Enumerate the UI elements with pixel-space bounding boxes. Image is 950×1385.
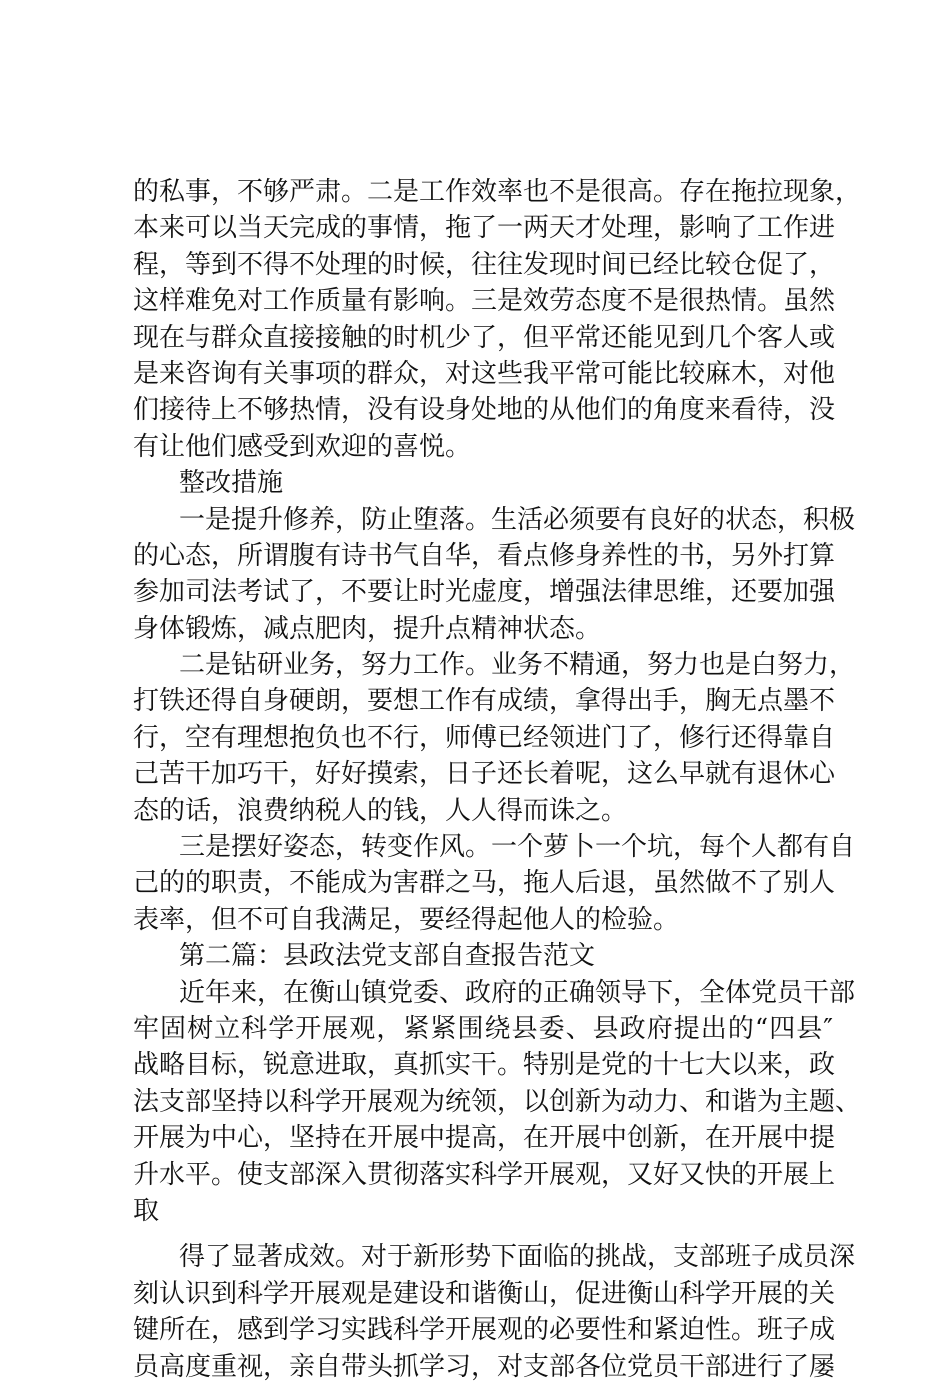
text-line: 刻认识到科学开展观是建设和谐衡山，促进衡山科学开展的关 <box>133 1278 836 1309</box>
text-line: 参加司法考试了，不要让时光虚度，增强法律思维，还要加强 <box>133 577 836 608</box>
text-line: 一是提升修养，防止堕落。生活必须要有良好的状态，积极 <box>179 504 856 535</box>
text-line: 身体锻炼，减点肥肉，提升点精神状态。 <box>133 613 602 644</box>
text-line: 取 <box>133 1195 160 1226</box>
text-line: 是来咨询有关事项的群众，对这些我平常可能比较麻木，对他 <box>133 358 836 389</box>
text-line: 升水平。使支部深入贯彻落实科学开展观，又好又快的开展上 <box>133 1159 836 1190</box>
text-line: 本来可以当天完成的事情，拖了一两天才处理，影响了工作进 <box>133 213 836 244</box>
text-line: 法支部坚持以科学开展观为统领，以创新为动力、和谐为主题、 <box>133 1086 862 1117</box>
text-line: 二是钻研业务，努力工作。业务不精通，努力也是白努力， <box>179 650 856 681</box>
text-line: 这样难免对工作质量有影响。三是效劳态度不是很热情。虽然 <box>133 286 836 317</box>
text-line: 开展为中心，坚持在开展中提高，在开展中创新，在开展中提 <box>133 1123 836 1154</box>
text-line: 表率，但不可自我满足，要经得起他人的检验。 <box>133 904 680 935</box>
paragraph-gap <box>133 1229 833 1239</box>
text-line: 员高度重视，亲自带头抓学习，对支部各位党员干部进行了屡 <box>133 1351 836 1382</box>
text-line: 键所在，感到学习实践科学开展观的必要性和紧迫性。班子成 <box>133 1315 836 1346</box>
text-line: 的心态，所谓腹有诗书气自华，看点修身养性的书，另外打算 <box>133 540 836 571</box>
text-line: 己苦干加巧干，好好摸索，日子还长着呢，这么早就有退休心 <box>133 759 836 790</box>
text-line: 态的话，浪费纳税人的钱，人人得而诛之。 <box>133 795 628 826</box>
text-line: 三是摆好姿态，转变作风。一个萝卜一个坑，每个人都有自 <box>179 832 856 863</box>
text-line: 近年来，在衡山镇党委、政府的正确领导下，全体党员干部 <box>179 977 856 1008</box>
text-line: 打铁还得自身硬朗，要想工作有成绩，拿得出手，胸无点墨不 <box>133 686 836 717</box>
text-line: 的私事，不够严肃。二是工作效率也不是很高。存在拖拉现象， <box>133 177 862 207</box>
text-line: 牢固树立科学开展观，紧紧围绕县委、县政府提出的“四县″ <box>133 1013 833 1044</box>
text-line: 们接待上不够热情，没有设身处地的从他们的角度来看待，没 <box>133 395 836 426</box>
text-line: 行，空有理想抱负也不行，师傅已经领进门了，修行还得靠自 <box>133 722 836 753</box>
text-line: 现在与群众直接接触的时机少了，但平常还能见到几个客人或 <box>133 322 836 353</box>
text-line: 得了显著成效。对于新形势下面临的挑战，支部班子成员深 <box>179 1242 856 1273</box>
section-heading: 整改措施 <box>179 468 284 499</box>
text-line: 己的的职责，不能成为害群之马，拖人后退，虽然做不了别人 <box>133 868 836 899</box>
chapter-heading: 第二篇：县政法党支部自查报告范文 <box>179 941 596 972</box>
text-line: 程，等到不得不处理的时候，往往发现时间已经比较仓促了， <box>133 249 836 280</box>
document-body <box>133 174 862 1385</box>
text-line: 有让他们感受到欢迎的喜悦。 <box>133 431 472 462</box>
text-line: 战略目标，锐意进取，真抓实干。特别是党的十七大以来，政 <box>133 1050 836 1081</box>
